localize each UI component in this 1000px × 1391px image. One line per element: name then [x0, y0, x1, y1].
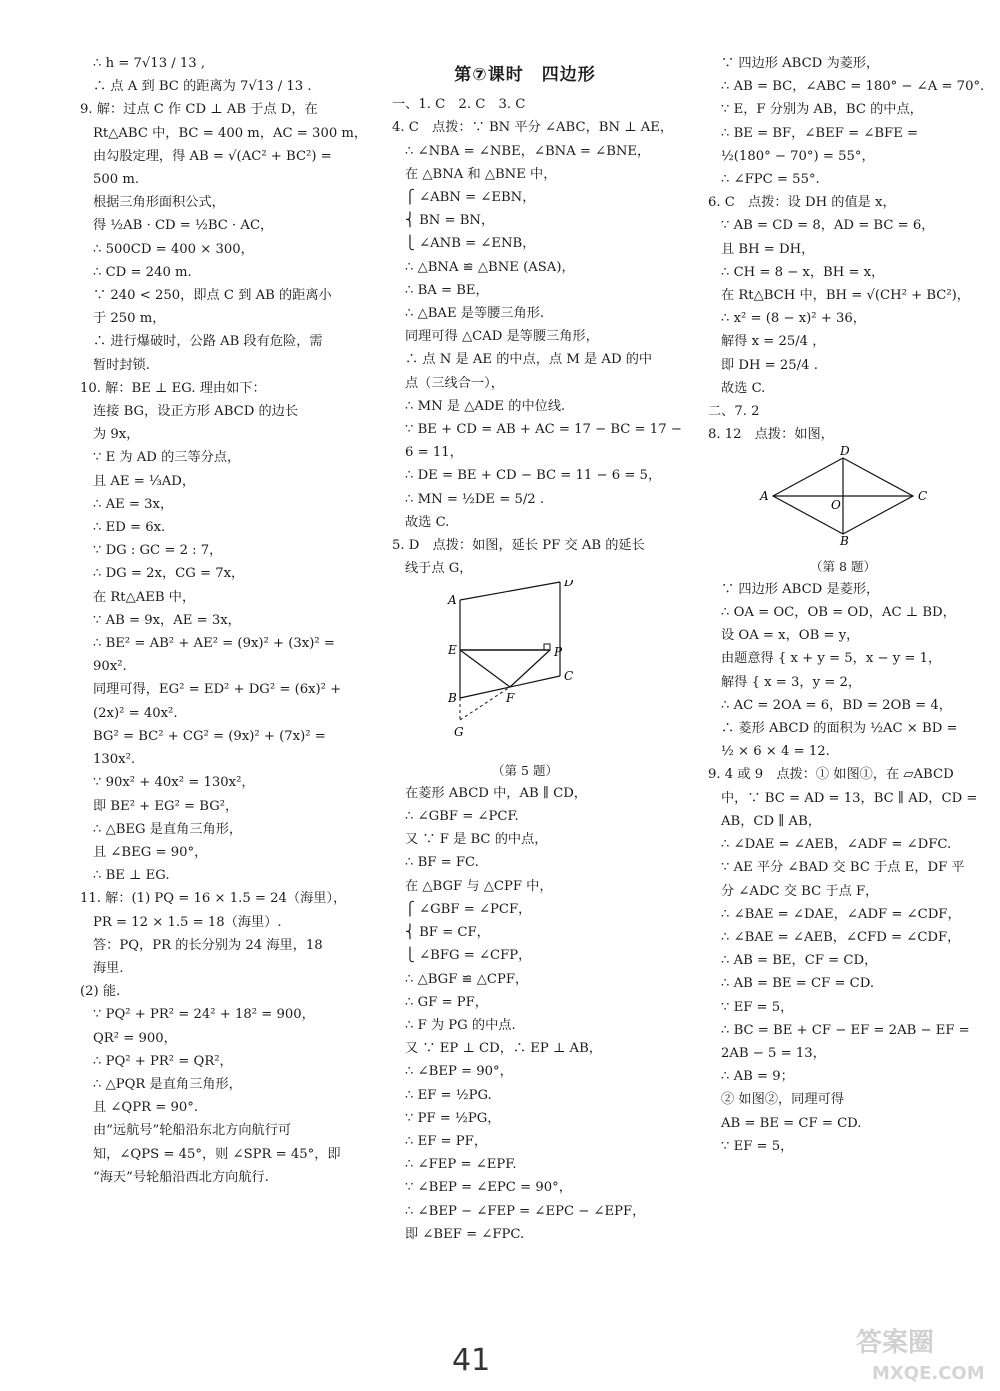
text-line: ∴ △BNA ≌ △BNE (ASA)， — [405, 259, 575, 275]
text-line: ∴ △BEG 是直角三角形， — [93, 821, 243, 837]
figure-5-caption: （第 5 题） — [492, 762, 558, 778]
text-line: ∴ BA = BE， — [405, 282, 489, 298]
text-line: ∴ BE² = AB² + AE² = (9x)² + (3x)² = — [93, 636, 335, 652]
text-line: ⎧ ∠ABN = ∠EBN， — [405, 190, 536, 206]
text-line: ∴ AB = BE，CF = CD， — [721, 953, 878, 969]
text-line: 又 ∵ EP ⊥ CD，∴ EP ⊥ AB， — [405, 1041, 602, 1057]
text-line: 同理可得 △CAD 是等腰三角形， — [405, 329, 599, 345]
text-line: ∵ 240 < 250，即点 C 到 AB 的距离小 — [93, 288, 332, 304]
text-line: ∴ CH = 8 − x，BH = x， — [721, 264, 885, 280]
text-line: 在 △BGF 与 △CPF 中， — [405, 878, 553, 894]
text-line: 一、1. C 2. C 3. C — [392, 97, 526, 113]
text-line: 由“远航号”轮船沿东北方向航行可 — [93, 1123, 292, 1139]
text-line: ∴ ∠BEP = 90°， — [405, 1064, 513, 1080]
text-line: 8. 12 点拨：如图， — [708, 427, 834, 443]
text-line: ∴ BE = BF，∠BEF = ∠BFE = — [721, 125, 919, 141]
text-line: ⎩ ∠BFG = ∠CFP， — [405, 948, 532, 964]
text-line: 90x². — [93, 659, 127, 675]
text-line: ∴ AC = 2OA = 6，BD = 2OB = 4， — [721, 697, 952, 713]
text-line: ½(180° − 70°) = 55°， — [721, 148, 875, 164]
text-line: 分 ∠ADC 交 BC 于点 F， — [721, 883, 879, 899]
text-line: ∵ AB = CD = 8，AD = BC = 6， — [721, 218, 935, 234]
svg-text:P: P — [554, 645, 563, 660]
text-line: ∴ △BGF ≌ △CPF， — [405, 971, 529, 987]
svg-text:C: C — [918, 489, 928, 504]
text-line: 故选 C. — [721, 380, 766, 396]
text-line: 又 ∵ F 是 BC 的中点， — [405, 832, 548, 848]
text-line: (2x)² = 40x². — [93, 705, 178, 721]
text-line: ∴ CD = 240 m. — [93, 264, 192, 280]
text-line: ∴ ∠BAE = ∠DAE，∠ADF = ∠CDF， — [721, 906, 961, 922]
text-line: ∴ ∠FEP = ∠EPF. — [405, 1157, 517, 1173]
text-line: ∴ 进行爆破时，公路 AB 段有危险，需 — [93, 334, 323, 350]
text-line: ∴ △PQR 是直角三角形， — [93, 1076, 242, 1092]
svg-text:A: A — [448, 593, 457, 608]
text-line: 即 DH = 25/4 . — [721, 357, 818, 373]
svg-text:C: C — [564, 669, 574, 684]
text-line: 中，∵ BC = AD = 13，BC ∥ AD，CD = — [721, 790, 978, 806]
text-line: ½ × 6 × 4 = 12. — [721, 744, 830, 760]
section-title: 第⑦课时 四边形 — [454, 65, 596, 85]
text-line: ∴ EF = PF， — [405, 1133, 488, 1149]
text-line: ∴ ED = 6x. — [93, 520, 166, 536]
text-line: 同理可得，EG² = ED² + DG² = (6x)² + — [93, 682, 342, 698]
text-line: 暂时封锁. — [93, 357, 150, 373]
text-line: ∴ ∠GBF = ∠PCF. — [405, 809, 519, 825]
text-line: ∴ DE = BE + CD − BC = 11 − 6 = 5， — [405, 468, 662, 484]
text-line: ∴ ∠DAE = ∠AEB，∠ADF = ∠DFC. — [721, 837, 952, 853]
figure-8-diagram — [758, 446, 928, 546]
text-line: 由题意得 { x + y = 5，x − y = 1， — [721, 651, 942, 667]
text-line: ∴ AB = BC，∠ABC = 180° − ∠A = 70°. — [721, 79, 985, 95]
text-line: ∴ x² = (8 − x)² + 36， — [721, 311, 866, 327]
text-line: 在菱形 ABCD 中，AB ∥ CD， — [405, 785, 587, 801]
svg-text:B: B — [840, 534, 849, 547]
figure-5 — [392, 580, 658, 758]
text-line: 根据三角形面积公式， — [93, 195, 225, 211]
svg-text:MXQE.COM: MXQE.COM — [872, 1363, 985, 1384]
text-line: ∴ GF = PF， — [405, 994, 488, 1010]
text-line: 得 ½AB · CD = ½BC · AC， — [93, 218, 274, 234]
right-text-b — [708, 578, 978, 1158]
text-line: 为 9x， — [93, 427, 140, 443]
text-line: 10. 解：BE ⊥ EG. 理由如下： — [80, 380, 266, 396]
text-line: ⎧ ∠GBF = ∠PCF， — [405, 901, 532, 917]
text-line: ∵ E 为 AD 的三等分点， — [93, 450, 241, 466]
svg-text:D: D — [840, 446, 850, 459]
svg-text:A: A — [760, 489, 769, 504]
text-line: ② 如图②，同理可得 — [721, 1092, 844, 1108]
text-line: ∵ AE 平分 ∠BAD 交 BC 于点 E，DF 平 — [721, 860, 965, 876]
text-line: ⎩ ∠ANB = ∠ENB， — [405, 236, 536, 252]
text-line: 解得 x = 25/4 ， — [721, 334, 826, 350]
text-line: ∴ MN = ½DE = 5/2 . — [405, 491, 545, 507]
text-line: ∴ OA = OC，OB = OD，AC ⊥ BD， — [721, 605, 956, 621]
text-line: 海里. — [93, 960, 124, 976]
text-line: ∵ 四边形 ABCD 是菱形， — [721, 581, 880, 597]
text-line: ∴ BE ⊥ EG. — [93, 868, 170, 884]
text-line: AB = BE = CF = CD. — [721, 1115, 862, 1131]
text-line: 二、7. 2 — [708, 404, 760, 420]
text-line: ∵ ∠BEP = ∠EPC = 90°， — [405, 1180, 572, 1196]
text-line: ∵ BE + CD = AB + AC = 17 − BC = 17 − — [405, 422, 682, 438]
text-line: ∴ h = 7√13 / 13 , — [93, 56, 206, 71]
text-line: 在 △BNA 和 △BNE 中， — [405, 166, 557, 182]
text-line: 且 AE = ⅓AD， — [93, 473, 196, 489]
text-line: 4. C 点拨：∵ BN 平分 ∠ABC，BN ⊥ AE， — [392, 120, 674, 136]
text-line: 且 ∠QPR = 90°. — [93, 1100, 199, 1116]
text-line: 在 Rt△BCH 中，BH = √(CH² + BC²)， — [721, 288, 970, 304]
text-line: 即 BE² + EG² = BG²， — [93, 798, 239, 814]
text-line: 在 Rt△AEB 中， — [93, 589, 196, 605]
svg-text:E: E — [448, 643, 457, 658]
text-line: 130x². — [93, 752, 136, 768]
text-line: ∴ 点 A 到 BC 的距离为 7√13 / 13 . — [93, 79, 312, 95]
right-column — [708, 52, 985, 1158]
text-line: 即 ∠BEF = ∠FPC. — [405, 1226, 525, 1242]
right-text-a — [708, 52, 985, 446]
text-line: 11. 解：(1) PQ = 16 × 1.5 = 24（海里）， — [80, 891, 347, 907]
svg-text:F: F — [506, 691, 515, 706]
text-line: QR² = 900， — [93, 1030, 177, 1046]
svg-text:O: O — [831, 498, 841, 513]
figure-5-diagram — [440, 580, 610, 750]
text-line: ∴ 菱形 ABCD 的面积为 ½AC × BD = — [721, 721, 958, 737]
text-line: 于 250 m， — [93, 311, 166, 327]
text-line: ∵ 90x² + 40x² = 130x²， — [93, 775, 255, 791]
text-line: 5. D 点拨：如图，延长 PF 交 AB 的延长 — [392, 538, 645, 554]
text-line: ∴ F 为 PG 的中点. — [405, 1017, 516, 1033]
text-line: 点（三线合一）， — [405, 375, 504, 391]
text-line: Rt△ABC 中，BC = 400 m，AC = 300 m， — [93, 125, 368, 141]
mid-text-a — [392, 93, 682, 580]
text-line: 9. 解：过点 C 作 CD ⊥ AB 于点 D，在 — [80, 102, 318, 118]
text-line: BG² = BC² + CG² = (9x)² + (7x)² = — [93, 728, 326, 744]
text-line: 由勾股定理，得 AB = √(AC² + BC²) = — [93, 148, 332, 164]
text-line: 9. 4 或 9 点拨：① 如图①，在 ▱ABCD — [708, 767, 954, 783]
text-line: ∴ BF = FC. — [405, 855, 479, 871]
svg-text:D: D — [564, 580, 574, 590]
text-line: 2AB − 5 = 13， — [721, 1045, 826, 1061]
text-line: ∵ AB = 9x，AE = 3x， — [93, 612, 241, 628]
text-line: ∴ MN 是 △ADE 的中位线. — [405, 398, 566, 414]
text-line: 解得 { x = 3，y = 2， — [721, 674, 862, 690]
text-line: 500 m. — [93, 172, 140, 188]
text-line: ∴ ∠BAE = ∠AEB，∠CFD = ∠CDF， — [721, 929, 961, 945]
figure-8 — [708, 446, 978, 554]
text-line: ∴ ∠FPC = 55°. — [721, 172, 820, 188]
text-line: ∵ PF = ½PG， — [405, 1110, 501, 1126]
text-line: 且 BH = DH， — [721, 241, 815, 257]
text-line: 且 ∠BEG = 90°， — [93, 844, 208, 860]
text-line: 设 OA = x，OB = y， — [721, 628, 860, 644]
text-line: ∵ EF = 5， — [721, 999, 794, 1015]
text-line: 故选 C. — [405, 514, 450, 530]
text-line: ∵ PQ² + PR² = 24² + 18² = 900， — [93, 1007, 315, 1023]
text-line: ∴ PQ² + PR² = QR²， — [93, 1053, 233, 1069]
text-line: 知，∠QPS = 45°，则 ∠SPR = 45°，即 — [93, 1146, 341, 1162]
text-line: 线于点 G， — [405, 561, 473, 577]
text-line: ∴ 500CD = 400 × 300， — [93, 241, 254, 257]
middle-column — [392, 52, 682, 1246]
left-column — [80, 52, 368, 1189]
text-line: ⎨ BF = CF， — [405, 925, 490, 941]
text-line: AB，CD ∥ AB， — [721, 813, 821, 829]
text-line: ∴ 点 N 是 AE 的中点，点 M 是 AD 的中 — [405, 352, 653, 368]
text-line: 6. C 点拨：设 DH 的值是 x， — [708, 195, 896, 211]
watermark-logo — [848, 1317, 998, 1387]
text-line: ∴ BC = BE + CF − EF = 2AB − EF = — [721, 1022, 970, 1038]
text-line: ∵ 四边形 ABCD 为菱形， — [721, 56, 880, 71]
text-line: 6 = 11， — [405, 445, 463, 461]
text-line: ∵ E，F 分别为 AB，BC 的中点， — [721, 102, 923, 118]
text-line: ∴ AE = 3x， — [93, 496, 174, 512]
text-line: 连接 BG，设正方形 ABCD 的边长 — [93, 404, 299, 420]
svg-text:G: G — [454, 725, 464, 740]
page-number: 41 — [452, 1343, 491, 1378]
mid-text-b — [392, 782, 658, 1246]
text-line: “海天”号轮船沿西北方向航行. — [93, 1169, 269, 1185]
text-line: ⎨ BN = BN， — [405, 213, 495, 229]
figure-8-caption: （第 8 题） — [810, 558, 876, 574]
text-line: ∴ AB = 9； — [721, 1069, 794, 1085]
svg-text:B: B — [448, 691, 457, 706]
text-line: ∴ ∠NBA = ∠NBE，∠BNA = ∠BNE， — [405, 143, 651, 159]
text-line: ∴ DG = 2x，CG = 7x， — [93, 566, 245, 582]
text-line: ∵ DG : GC = 2 : 7， — [93, 543, 223, 559]
text-line: ∴ △BAE 是等腰三角形. — [405, 306, 545, 322]
svg-text:答案圈: 答案圈 — [856, 1328, 935, 1358]
text-line: ∴ AB = BE = CF = CD. — [721, 976, 875, 992]
text-line: 答：PQ，PR 的长分别为 24 海里，18 — [93, 937, 323, 953]
text-line: ∴ EF = ½PG. — [405, 1087, 492, 1103]
text-line: PR = 12 × 1.5 = 18（海里）. — [93, 914, 282, 930]
text-line: (2) 能. — [80, 984, 121, 1000]
text-line: ∴ ∠BEP − ∠FEP = ∠EPC − ∠EPF， — [405, 1203, 646, 1219]
text-line: ∵ EF = 5， — [721, 1138, 794, 1154]
